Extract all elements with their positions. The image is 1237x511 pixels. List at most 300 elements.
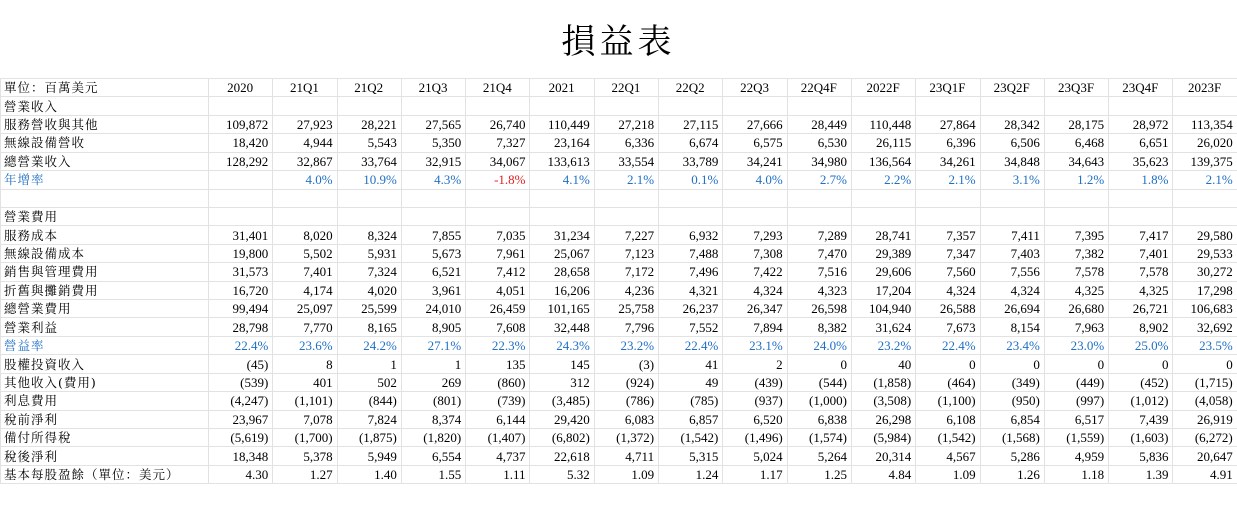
table-cell: 23.1% — [723, 336, 787, 354]
table-cell — [916, 207, 980, 225]
table-cell: 23.2% — [851, 336, 915, 354]
table-cell: 3.1% — [980, 171, 1044, 189]
table-cell — [980, 189, 1044, 207]
table-cell: 28,342 — [980, 115, 1044, 133]
row-label: 服務營收與其他 — [1, 115, 209, 133]
table-cell: (45) — [209, 355, 273, 373]
table-cell: 7,824 — [337, 410, 401, 428]
table-cell: 99,494 — [209, 300, 273, 318]
table-cell: 6,530 — [787, 134, 851, 152]
table-cell: (1,012) — [1109, 392, 1173, 410]
table-cell: 6,932 — [659, 226, 723, 244]
table-cell: 4.3% — [401, 171, 465, 189]
table-cell — [1109, 97, 1173, 115]
table-cell — [401, 207, 465, 225]
table-cell: (1,875) — [337, 429, 401, 447]
table-cell — [851, 97, 915, 115]
table-cell: 7,894 — [723, 318, 787, 336]
table-cell: 24.3% — [530, 336, 594, 354]
table-cell: 0 — [1109, 355, 1173, 373]
table-cell — [1044, 189, 1108, 207]
table-cell — [594, 207, 658, 225]
table-cell: 8 — [273, 355, 337, 373]
table-cell: (349) — [980, 373, 1044, 391]
table-cell: 1.39 — [1109, 465, 1173, 483]
table-cell — [1173, 189, 1237, 207]
table-cell: 49 — [659, 373, 723, 391]
table-cell — [594, 97, 658, 115]
table-cell — [659, 97, 723, 115]
table-cell: 4.91 — [1173, 465, 1237, 483]
table-cell: 6,554 — [401, 447, 465, 465]
table-cell: 2.2% — [851, 171, 915, 189]
table-cell — [916, 189, 980, 207]
unit-label: 單位：百萬美元 — [1, 79, 209, 97]
table-cell: 31,401 — [209, 226, 273, 244]
table-cell: 4.84 — [851, 465, 915, 483]
table-cell: (997) — [1044, 392, 1108, 410]
table-cell: 7,673 — [916, 318, 980, 336]
table-cell: 16,206 — [530, 281, 594, 299]
table-cell: 24,010 — [401, 300, 465, 318]
table-cell: (1,000) — [787, 392, 851, 410]
table-cell: 401 — [273, 373, 337, 391]
table-cell — [659, 207, 723, 225]
table-cell: (5,984) — [851, 429, 915, 447]
table-cell: 5,673 — [401, 244, 465, 262]
table-cell: 26,721 — [1109, 300, 1173, 318]
table-cell: 30,272 — [1173, 263, 1237, 281]
table-cell: (860) — [466, 373, 530, 391]
table-cell: 1.55 — [401, 465, 465, 483]
table-cell — [209, 171, 273, 189]
table-cell: 6,108 — [916, 410, 980, 428]
table-cell: 19,800 — [209, 244, 273, 262]
table-body — [1, 79, 1237, 484]
table-cell: 1.27 — [273, 465, 337, 483]
table-cell: 4,323 — [787, 281, 851, 299]
table-cell — [723, 97, 787, 115]
table-cell: 2.1% — [1173, 171, 1237, 189]
table-cell: 2.1% — [916, 171, 980, 189]
table-cell: 29,420 — [530, 410, 594, 428]
table-cell: 27,565 — [401, 115, 465, 133]
table-cell — [209, 207, 273, 225]
table-cell: 7,227 — [594, 226, 658, 244]
table-cell: 4,020 — [337, 281, 401, 299]
table-cell — [1109, 207, 1173, 225]
table-cell: 113,354 — [1173, 115, 1237, 133]
table-cell — [401, 189, 465, 207]
table-cell: 7,357 — [916, 226, 980, 244]
table-cell: (1,372) — [594, 429, 658, 447]
table-cell: 7,403 — [980, 244, 1044, 262]
table-cell: 145 — [530, 355, 594, 373]
period-header: 23Q4F — [1109, 79, 1173, 97]
table-cell: 20,314 — [851, 447, 915, 465]
table-cell: 4,051 — [466, 281, 530, 299]
table-cell: 3,961 — [401, 281, 465, 299]
table-cell: (4,247) — [209, 392, 273, 410]
table-cell: (539) — [209, 373, 273, 391]
table-cell: (801) — [401, 392, 465, 410]
table-cell: (1,574) — [787, 429, 851, 447]
table-cell: (1,700) — [273, 429, 337, 447]
table-cell: 5,502 — [273, 244, 337, 262]
table-cell — [1044, 207, 1108, 225]
table-cell — [980, 207, 1044, 225]
table-cell: 25,758 — [594, 300, 658, 318]
table-cell — [916, 97, 980, 115]
table-cell: 34,067 — [466, 152, 530, 170]
table-cell: 34,980 — [787, 152, 851, 170]
table-cell: 16,720 — [209, 281, 273, 299]
table-cell: 24.0% — [787, 336, 851, 354]
table-cell: 8,382 — [787, 318, 851, 336]
table-cell — [337, 207, 401, 225]
table-cell: 7,560 — [916, 263, 980, 281]
table-row — [1, 447, 1237, 465]
table-cell: 28,798 — [209, 318, 273, 336]
table-cell: 101,165 — [530, 300, 594, 318]
table-cell: 7,401 — [273, 263, 337, 281]
table-cell: 5,286 — [980, 447, 1044, 465]
table-cell: 20,647 — [1173, 447, 1237, 465]
table-cell: 0 — [1173, 355, 1237, 373]
table-cell: (785) — [659, 392, 723, 410]
header-row — [1, 79, 1237, 97]
table-cell: 6,674 — [659, 134, 723, 152]
table-cell — [337, 97, 401, 115]
table-row — [1, 134, 1237, 152]
table-row — [1, 207, 1237, 225]
table-cell: 7,078 — [273, 410, 337, 428]
table-cell: 7,289 — [787, 226, 851, 244]
table-cell: 8,374 — [401, 410, 465, 428]
table-cell: 8,165 — [337, 318, 401, 336]
table-cell: 18,420 — [209, 134, 273, 152]
table-cell: 104,940 — [851, 300, 915, 318]
table-cell — [851, 207, 915, 225]
table-cell: 4,236 — [594, 281, 658, 299]
table-cell: 25,599 — [337, 300, 401, 318]
table-cell: 1.26 — [980, 465, 1044, 483]
table-cell: 33,789 — [659, 152, 723, 170]
table-cell: 27,115 — [659, 115, 723, 133]
row-label: 無線設備成本 — [1, 244, 209, 262]
table-cell: 29,533 — [1173, 244, 1237, 262]
table-cell: 32,915 — [401, 152, 465, 170]
table-cell: 0 — [1044, 355, 1108, 373]
table-cell: 22.4% — [209, 336, 273, 354]
table-cell — [1044, 97, 1108, 115]
table-cell: 5,264 — [787, 447, 851, 465]
row-label: 總營業收入 — [1, 152, 209, 170]
table-cell: 1 — [401, 355, 465, 373]
table-cell: 22.4% — [916, 336, 980, 354]
table-cell: 7,855 — [401, 226, 465, 244]
table-cell: 0.1% — [659, 171, 723, 189]
table-cell: 4,325 — [1109, 281, 1173, 299]
table-cell: 7,422 — [723, 263, 787, 281]
table-cell: 7,496 — [659, 263, 723, 281]
page-title: 損益表 — [561, 22, 676, 62]
table-cell: 32,867 — [273, 152, 337, 170]
table-cell: (786) — [594, 392, 658, 410]
table-cell: 7,347 — [916, 244, 980, 262]
table-cell: 8,324 — [337, 226, 401, 244]
row-label: 股權投資收入 — [1, 355, 209, 373]
table-cell: 28,175 — [1044, 115, 1108, 133]
table-cell: 8,020 — [273, 226, 337, 244]
table-cell: 28,741 — [851, 226, 915, 244]
table-cell — [530, 207, 594, 225]
table-cell: 5,836 — [1109, 447, 1173, 465]
table-cell — [1173, 97, 1237, 115]
table-cell — [466, 189, 530, 207]
table-cell: 7,293 — [723, 226, 787, 244]
table-cell: (1,715) — [1173, 373, 1237, 391]
table-cell: 4,324 — [916, 281, 980, 299]
table-cell: (3,508) — [851, 392, 915, 410]
table-cell: 26,020 — [1173, 134, 1237, 152]
period-header: 23Q2F — [980, 79, 1044, 97]
table-cell: 6,336 — [594, 134, 658, 152]
table-cell: 1 — [337, 355, 401, 373]
table-cell: (6,272) — [1173, 429, 1237, 447]
table-cell: 7,035 — [466, 226, 530, 244]
table-row — [1, 115, 1237, 133]
table-cell: 7,578 — [1109, 263, 1173, 281]
table-cell: 106,683 — [1173, 300, 1237, 318]
period-header: 21Q3 — [401, 79, 465, 97]
table-cell: (464) — [916, 373, 980, 391]
table-cell — [1173, 207, 1237, 225]
table-cell: (1,542) — [659, 429, 723, 447]
table-cell: 4,174 — [273, 281, 337, 299]
table-cell: 26,740 — [466, 115, 530, 133]
table-cell: 31,573 — [209, 263, 273, 281]
table-cell: 32,692 — [1173, 318, 1237, 336]
table-cell: 7,395 — [1044, 226, 1108, 244]
table-cell — [273, 207, 337, 225]
table-cell: 28,972 — [1109, 115, 1173, 133]
table-cell: 17,298 — [1173, 281, 1237, 299]
table-cell: (449) — [1044, 373, 1108, 391]
table-cell: 7,324 — [337, 263, 401, 281]
table-cell: 4,324 — [723, 281, 787, 299]
table-cell — [659, 189, 723, 207]
table-row — [1, 97, 1237, 115]
table-cell: 32,448 — [530, 318, 594, 336]
table-row — [1, 171, 1237, 189]
table-cell: 25.0% — [1109, 336, 1173, 354]
table-cell: 26,588 — [916, 300, 980, 318]
table-cell: 22.4% — [659, 336, 723, 354]
row-label: 營業收入 — [1, 97, 209, 115]
period-header: 21Q4 — [466, 79, 530, 97]
table-cell: (3,485) — [530, 392, 594, 410]
row-label: 稅後淨利 — [1, 447, 209, 465]
table-cell: 29,580 — [1173, 226, 1237, 244]
row-label: 營益率 — [1, 336, 209, 354]
table-cell — [209, 97, 273, 115]
table-cell: 139,375 — [1173, 152, 1237, 170]
table-cell: 0 — [980, 355, 1044, 373]
row-label: 稅前淨利 — [1, 410, 209, 428]
table-cell: 23,967 — [209, 410, 273, 428]
row-label: 營業利益 — [1, 318, 209, 336]
table-cell: 23.2% — [594, 336, 658, 354]
table-cell: 4,567 — [916, 447, 980, 465]
table-row — [1, 429, 1237, 447]
table-cell: 7,123 — [594, 244, 658, 262]
table-row — [1, 300, 1237, 318]
table-cell: 133,613 — [530, 152, 594, 170]
table-cell: (1,496) — [723, 429, 787, 447]
table-cell: 5,315 — [659, 447, 723, 465]
table-cell — [723, 207, 787, 225]
table-cell: 26,680 — [1044, 300, 1108, 318]
table-cell: 35,623 — [1109, 152, 1173, 170]
period-header: 23Q3F — [1044, 79, 1108, 97]
table-cell: (5,619) — [209, 429, 273, 447]
table-cell: (439) — [723, 373, 787, 391]
table-cell: 34,241 — [723, 152, 787, 170]
table-cell: 7,552 — [659, 318, 723, 336]
table-cell: 26,459 — [466, 300, 530, 318]
table-cell: 23.5% — [1173, 336, 1237, 354]
table-cell: (1,101) — [273, 392, 337, 410]
table-cell: (3) — [594, 355, 658, 373]
table-cell — [273, 97, 337, 115]
table-cell: 4,711 — [594, 447, 658, 465]
table-cell: 0 — [916, 355, 980, 373]
table-cell: 6,857 — [659, 410, 723, 428]
table-cell — [594, 189, 658, 207]
table-cell: 0 — [787, 355, 851, 373]
table-cell: 40 — [851, 355, 915, 373]
table-cell: (452) — [1109, 373, 1173, 391]
table-cell: 4,944 — [273, 134, 337, 152]
table-cell — [1109, 189, 1173, 207]
table-cell: 2 — [723, 355, 787, 373]
table-cell: 29,389 — [851, 244, 915, 262]
table-cell: 4.1% — [530, 171, 594, 189]
table-cell: 27,923 — [273, 115, 337, 133]
table-cell: 33,764 — [337, 152, 401, 170]
table-cell: 502 — [337, 373, 401, 391]
row-label: 年增率 — [1, 171, 209, 189]
table-cell: (739) — [466, 392, 530, 410]
row-label — [1, 189, 209, 207]
table-cell: 7,412 — [466, 263, 530, 281]
table-cell: 4,324 — [980, 281, 1044, 299]
table-cell: 29,606 — [851, 263, 915, 281]
table-cell: 25,067 — [530, 244, 594, 262]
table-cell: 1.24 — [659, 465, 723, 483]
table-cell: 34,261 — [916, 152, 980, 170]
table-row — [1, 189, 1237, 207]
table-cell: 22.3% — [466, 336, 530, 354]
row-label: 其他收入(費用) — [1, 373, 209, 391]
table-cell: 7,770 — [273, 318, 337, 336]
table-cell: (1,559) — [1044, 429, 1108, 447]
table-cell: (1,100) — [916, 392, 980, 410]
table-cell: 7,963 — [1044, 318, 1108, 336]
table-cell: 7,439 — [1109, 410, 1173, 428]
table-cell: 7,172 — [594, 263, 658, 281]
table-cell: 26,237 — [659, 300, 723, 318]
table-cell: 34,643 — [1044, 152, 1108, 170]
table-row — [1, 152, 1237, 170]
table-cell: 26,598 — [787, 300, 851, 318]
table-cell: 33,554 — [594, 152, 658, 170]
table-cell: 5,949 — [337, 447, 401, 465]
table-cell: 6,506 — [980, 134, 1044, 152]
period-header: 2020 — [209, 79, 273, 97]
table-row — [1, 244, 1237, 262]
table-row — [1, 281, 1237, 299]
table-cell: 6,854 — [980, 410, 1044, 428]
table-row — [1, 336, 1237, 354]
table-cell: 2.7% — [787, 171, 851, 189]
row-label: 總營業費用 — [1, 300, 209, 318]
table-cell: 7,608 — [466, 318, 530, 336]
period-header: 23Q1F — [916, 79, 980, 97]
table-cell: 4,325 — [1044, 281, 1108, 299]
income-statement-table-container — [0, 78, 1237, 484]
table-cell — [723, 189, 787, 207]
row-label: 無線設備營收 — [1, 134, 209, 152]
table-row — [1, 226, 1237, 244]
table-cell: 4,737 — [466, 447, 530, 465]
table-cell: 7,470 — [787, 244, 851, 262]
table-cell: 4,959 — [1044, 447, 1108, 465]
table-cell: 23.4% — [980, 336, 1044, 354]
table-cell: 1.25 — [787, 465, 851, 483]
table-cell: 6,396 — [916, 134, 980, 152]
table-cell: 7,382 — [1044, 244, 1108, 262]
table-cell: 22,618 — [530, 447, 594, 465]
table-cell: 6,838 — [787, 410, 851, 428]
table-cell: 26,298 — [851, 410, 915, 428]
table-cell: 6,468 — [1044, 134, 1108, 152]
table-cell: (924) — [594, 373, 658, 391]
table-cell: 7,488 — [659, 244, 723, 262]
period-header: 22Q4F — [787, 79, 851, 97]
table-cell: 41 — [659, 355, 723, 373]
row-label: 服務成本 — [1, 226, 209, 244]
table-cell: 5,024 — [723, 447, 787, 465]
table-cell: 7,516 — [787, 263, 851, 281]
table-cell: 28,449 — [787, 115, 851, 133]
table-cell: 6,521 — [401, 263, 465, 281]
table-cell — [851, 189, 915, 207]
table-cell: 24.2% — [337, 336, 401, 354]
table-cell: 1.8% — [1109, 171, 1173, 189]
table-cell: 17,204 — [851, 281, 915, 299]
table-cell: 7,308 — [723, 244, 787, 262]
period-header: 2022F — [851, 79, 915, 97]
table-cell: (4,058) — [1173, 392, 1237, 410]
table-cell: 5,350 — [401, 134, 465, 152]
table-cell: 1.17 — [723, 465, 787, 483]
table-cell — [466, 207, 530, 225]
table-cell: 5,543 — [337, 134, 401, 152]
table-cell: -1.8% — [466, 171, 530, 189]
row-label: 備付所得稅 — [1, 429, 209, 447]
